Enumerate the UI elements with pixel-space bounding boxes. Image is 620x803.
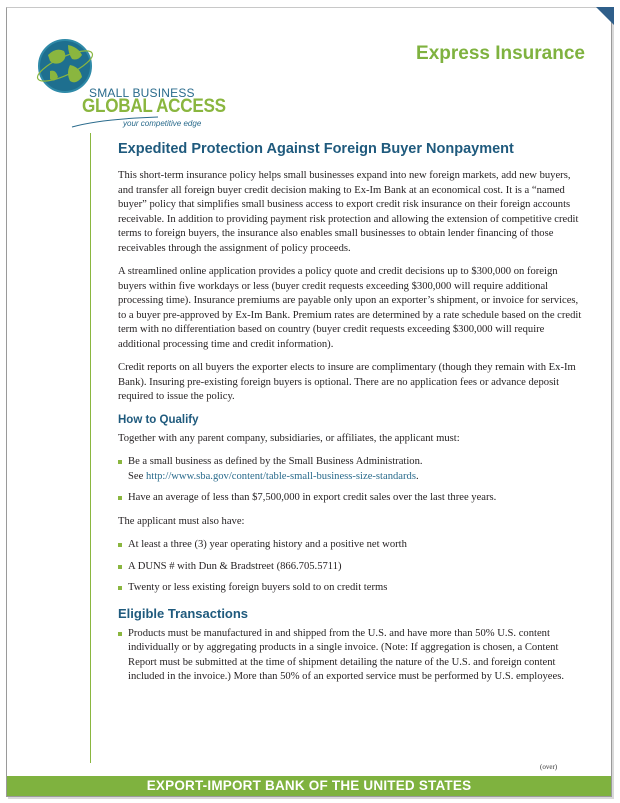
eligible-list <box>118 627 588 685</box>
intro-paragraph: This short-term insurance policy helps small businesses expand into new foreign markets, add new buyers, and transfer all foreign buyer credit decision making to Ex-Im Bank at an economical cost. It is a “named buyer” policy that simplifies small business access to export credit risk insurance on their foreign accounts receivable. In addition to providing payment risk protection and allowing the extension of competitive credit terms to foreign buyers, the insurance also enables small businesses to obtain lender financing of those receivables through the assignment of policy proceeds. <box>118 170 579 254</box>
logo <box>30 33 226 133</box>
also-have-intro: The applicant must also have: <box>118 515 245 527</box>
also-have-list <box>118 538 588 596</box>
list-item: Products must be manufactured in and shipped from the U.S. and have more than 50% U.S. content individually or by aggregating products in a single invoice. (Note: If aggregation is chosen, a Content Report must be submitted at the time of shipment detailing the nature of the U.S. and foreign content included in the invoice.) More than 50% of an exported service must be performed by U.S. employees. <box>118 627 588 685</box>
logo-text-global-access: GLOBAL ACCESS <box>82 96 226 117</box>
bullet-icon <box>118 543 122 547</box>
logo-tagline: your competitive edge <box>123 119 202 128</box>
bullet-icon <box>118 496 122 500</box>
sba-link[interactable]: http://www.sba.gov/content/table-small-business-size-standards <box>145 470 416 482</box>
globe-icon <box>34 35 96 97</box>
list-item: Twenty or less existing foreign buyers sold to on credit terms <box>118 581 588 596</box>
left-rule <box>90 133 91 763</box>
bullet-icon <box>118 632 122 636</box>
how-to-qualify-heading: How to Qualify <box>118 413 199 426</box>
logo-text-small-business: SMALL BUSINESS <box>89 86 195 100</box>
list-item: Be a small business as defined by the Small Business Administration. See http://www.sba.gov/content/table-small-business-size-standards. <box>118 455 588 484</box>
application-paragraph: A streamlined online application provides a policy quote and credit decisions up to $300,000 on foreign buyers within five workdays or less (buyer credit requests exceeding $300,000 will require additional processing time). Insurance premiums are payable only upon an exporter’s shipment, or invoice for services, to a buyer pre-approved by Ex-Im Bank. Premium rates are determined by a rate schedule based on the credit term with no differentiation based on country (buyer credit requests exceeding $300,000 will require additional processing time and credit information). <box>118 266 582 350</box>
credit-reports-paragraph: Credit reports on all buyers the exporter elects to insure are complimentary (though they remain with Ex-Im Bank). Insuring pre-existing foreign buyers is optional. There are no application fees or advance deposit required to issue the policy. <box>118 362 576 402</box>
list-item: Have an average of less than $7,500,000 in export credit sales over the last three years. <box>118 491 588 506</box>
qualify-intro: Together with any parent company, subsidiaries, or affiliates, the applicant must: <box>118 432 460 444</box>
eligible-transactions-heading: Eligible Transactions <box>118 605 249 621</box>
main-content <box>118 141 588 694</box>
page-title: Expedited Protection Against Foreign Buyer Nonpayment <box>118 141 514 157</box>
bullet-icon <box>118 460 122 464</box>
bullet-icon <box>118 565 122 569</box>
page-corner-fold <box>596 7 614 25</box>
qualify-list <box>118 455 588 506</box>
list-item: A DUNS # with Dun & Bradstreet (866.705.5711) <box>118 560 588 575</box>
list-item: At least a three (3) year operating history and a positive net worth <box>118 538 588 553</box>
product-name: Express Insurance <box>416 43 585 64</box>
bullet-icon <box>118 586 122 590</box>
over-note: (over) <box>540 763 558 771</box>
footer-banner: EXPORT-IMPORT BANK OF THE UNITED STATES <box>7 776 611 796</box>
